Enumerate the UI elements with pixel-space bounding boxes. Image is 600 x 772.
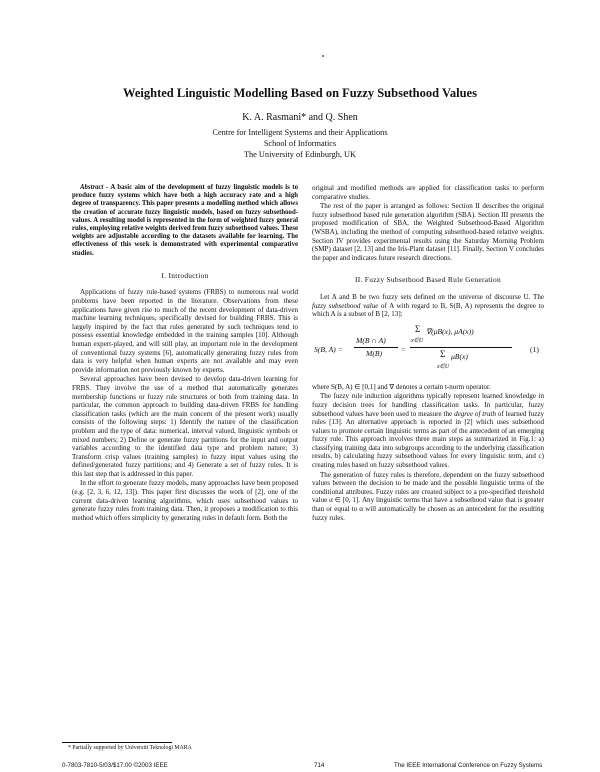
formula-numerator-subscript: x∈U	[411, 337, 424, 344]
scan-speck	[322, 55, 324, 57]
formula-sum-numerator: Σ	[415, 323, 421, 334]
formula-denominator-subscript: x∈U	[437, 363, 450, 370]
right-column	[312, 184, 544, 523]
formula-numerator-2: ∇(μB(x), μA(x))	[426, 326, 474, 336]
after-formula-text: where S(B, A) ∈ [0,1] and ∇ denotes a certain t-norm operator.	[312, 382, 491, 391]
subsethood-formula	[312, 325, 544, 377]
formula-sum-denominator: Σ	[440, 348, 446, 359]
paper-authors: K. A. Rasmani* and Q. Shen	[242, 112, 358, 123]
formula-numerator-1: M(B ∩ A)	[356, 335, 386, 345]
footer-copyright: 0-7803-7810-5/03/$17.00 ©2003 IEEE	[62, 762, 168, 769]
section-heading-subsethood: II. Fuzzy Subsethood Based Rule Generation	[354, 275, 501, 285]
paper-title: Weighted Linguistic Modelling Based on Fuzzy Subsethood Values	[123, 86, 477, 100]
section-heading-introduction: I. Introduction	[161, 270, 209, 280]
abstract	[72, 184, 298, 258]
footnote: * Partially supported by Universiti Teknologi MARA	[68, 745, 192, 751]
affiliation-line-2: School of Informatics	[263, 139, 337, 148]
rule-induction-paragraph	[312, 392, 544, 469]
rule-generation-paragraph: The generation of fuzzy rules is therefore, dependent on the fuzzy subsethood values between the decision to be made and the possible linguistic terms of the conditional attributes. Fuzzy rules are created subject to a pre-specified threshold value α ∈ [0, 1]. Any linguistic terms that have a subsethood value that is greater than or equal to α will automatically be chosen as an antecedent for the resulting fuzzy rules.	[312, 470, 544, 522]
footnote-rule	[62, 742, 172, 743]
definition-paragraph	[312, 293, 544, 319]
footer-conference: The IEEE International Conference on Fuzzy Systems	[394, 762, 543, 769]
intro-paragraph-3: In the effort to generate fuzzy models, many approaches have been proposed (e.g. [2, 3, 6, 12, 13]). This paper first discusses the work of [2], one of the current data-driven learning algorithms, which uses subsethood values to generate fuzzy rules from training data. Then, it proposes a modification to this method which offers simplicity by generating rules in default form. Both the	[72, 479, 298, 522]
rule-induction-text-b: of learned fuzzy rules [13]. An alternative approach is reported in [2] which uses subsethood values to promote certain linguistic terms as part of the antecedent of an emerging fuzzy rule. This approach involves three main steps as summarized in Fig.1: a) classifying training data into subgroups according to the underlying classification results, b) calculating fuzzy subsethood values for every linguistic term, and c) creating rules based on fuzzy subsethood values.	[312, 409, 544, 470]
definition-emphasis: fuzzy subsethood value	[312, 301, 379, 310]
definition-text-a: Let A and B be two fuzzy sets defined on the universe of discourse U. The	[320, 292, 544, 301]
abstract-text: - A basic aim of the development of fuzzy linguistic models is to produce fuzzy systems which have both a high accuracy rate and a high degree of transparency. This paper presents a modelling method which allows the creation of accurate fuzzy linguistic models, based on fuzzy subsethood-values. A resulting model is represented in the form of weighted fuzzy general rules, employing relative weights derived from fuzzy subsethood values. These weights are adjustable according to the datasets available for learning. The effectiveness of this work is demonstrated with experimental comparative studies.	[72, 184, 298, 257]
intro-paragraph-2: Several approaches have been devised to develop data-driven learning for FRBS. They involve the use of a method that automatically generates membership functions or fuzzy rule structures or both from training data. In particular, the common approach to building data-driven FRBS for handling classification tasks (which are the main concern of the present work) usually consists of the following steps: 1) Identify the nature of the classification problem and the type of data: numerical, interval valued, linguistic symbols or mixed numbers; 2) Define or generate fuzzy partitions for the input and output variables according to the identified data type and problem nature; 3) Transform crisp values (training samples) to fuzzy input values using the defined/generated fuzzy partitions; and 4) Generate a set of fuzzy rules. It is this last step that is addressed in this paper.	[72, 375, 298, 478]
formula-fraction-bar-2	[410, 347, 512, 348]
abstract-label: Abstract	[80, 184, 104, 191]
formula-equals: =	[401, 344, 406, 354]
right-continuation: original and modified methods are applied for classification tasks to perform comparative studies.	[312, 184, 544, 201]
formula-denominator-1: M(B)	[366, 348, 383, 358]
formula-number: (1)	[530, 344, 539, 354]
left-column	[72, 184, 298, 523]
rule-induction-text-a: The fuzzy rule induction algorithms typically represent learned knowledge in fuzzy decision trees for handling classification tasks. In particular, fuzzy subsethood values have been used to measure the	[312, 392, 544, 418]
footer-page-number: 714	[314, 762, 325, 769]
affiliation-line-1: Centre for Intelligent Systems and their Applications	[212, 128, 388, 137]
rule-induction-emphasis: degree of truth	[454, 409, 497, 418]
paper-outline-paragraph: The rest of the paper is arranged as follows: Section II describes the original fuzzy subsethood based rule generation algorithm (SBA). Section III presents the proposed modification of SBA, the Weighted Subsethood-Based Algorithm (WSBA), including the method of computing subsethood-based relative weights. Section IV provides experimental results using the Saturday Morning Problem (SMP) dataset [2, 13] and the Iris-Plant dataset [11]. Finally, Section V concludes the paper and indicates future research directions.	[312, 202, 544, 262]
formula-lhs: S(B, A) =	[314, 344, 343, 354]
formula-fraction-bar-1	[354, 347, 398, 348]
intro-paragraph-1: Applications of fuzzy rule-based systems (FRBS) to numerous real world problems have been reported in the literature. Observations from these applications have given rise to much of the recent development of data-driven machine learning techniques, specifically devised for building FRBS. This is largely inspired by the fact that rules generated by such techniques tend to possess essential knowledge embedded in the training samples [10]. Although human expert-played, and will still play, an important role in the development of conventional fuzzy systems [6], automatically generating fuzzy rules from data is very helpful when human experts are not available and may even provide information not previously known by experts.	[72, 288, 298, 374]
affiliation-line-3: The University of Edinburgh, UK	[243, 150, 357, 159]
formula-denominator-2: μB(x)	[451, 351, 468, 361]
definition-text-b: of A with regard to B, S(B, A) represents the degree to which A is a subset of B [2, 13]:	[312, 301, 545, 319]
